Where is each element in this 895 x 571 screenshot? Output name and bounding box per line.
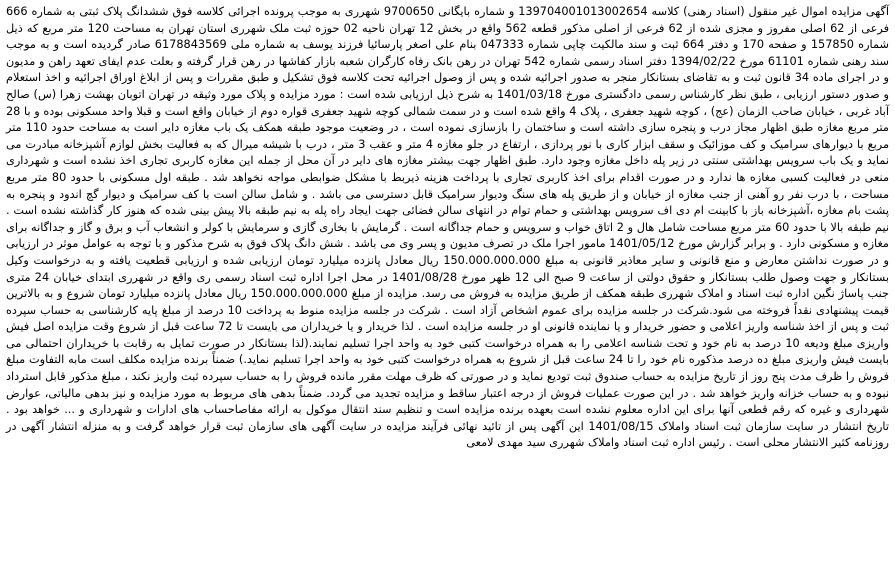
auction-notice-text: آگهی مزایده اموال غیر منقول (اسناد رهنی) کلاسه 139704001013002654 و شماره بایگانی 9700650 شهرری به موجب پرونده اجرائی کلاسه فوق ششدانگ پلاک ثبتی به شماره 666 فرعی از 62 اصلی مفروز و مجزی شده از 62 فرعی از اصلی مذکور قطعه 562 واقع در بخش 12 تهران ناحیه 02 حوزه ثبت ملک شهرری استان تهران به مساحت 120 متر مربع که ذیل شماره 157850 و صفحه 170 و دفتر 664 ثبت و سند مالکیت چاپی شماره 047333 بنام علی اصغر پارسائیا فرزند یوسف به شماره ملی 6178843569 صادر گردیده است و به موجب سند رهنی شماره 61101 مورخ 1394/02/22 دفتر اسناد رسمی شماره 542 تهران در رهن بانک رفاه کارگران شعبه بازار کفاشها در رهن قرار گرفته و بعلت عدم ایفای تعهد راهن و مدیون و در اجرای ماده 34 قانون ثبت و به تقاضای بستانکار منجر به صدور اجرائیه شده و پس از وصول اجرائیه تحت کلاسه فوق تشکیل و طبق مقررات و پس از ابلاغ اوراق اجرائیه و اخذ استعلام و صدور دستور ارزیابی ، طبق نظر کارشناس رسمی دادگستری مورخ 1401/03/18 به شرح ذیل ارزیابی شده است : مورد مزایده و پلاک مورد وثیقه در تهران اتوبان بهشت زهرا (س) صالح آباد غربی ، خیابان صاحب الزمان (عج) ، کوچه شهید جعفری ، پلاک 4 واقع شده است و در سمت شمالی کوچه شهید جعفری قواره دوم از خیابان واقع است و قبلا واحد مسکونی بوده و با 28 متر مربع مغازه طبق اظهار مجاز درب و پنجره سازی داشته است و ساختمان را بازسازی نموده است ، در وضعیت موجود طبقه همکف یک باب مغازه دایر است به مساحت حدود 110 متر مربع با دیوارهای سرامیک و کف موزائیک و سقف ابزار کاری با نور پردازی ، ارتفاع در جلو مغازه 4 متر و عقب 3 متر ، درب با شیشه میرال که به فعالیت بخش لوازم آشپزخانه مبادرت می نماید و یک باب سرویس بهداشتی سنتی در زیر پله داخل مغازه وجود دارد. طبق اظهار جهت بیشتر مغازه های دایر در آن محل از جمله این مغازه کاربری تجاری اخذ نشده است و شهرداری منعی در فعالیت کسبی مغازه ها ندارد و در صورت اقدام برای اخذ کاربری تجاری با پرداخت هزینه ذیربط با مشکل ضوابطی مواجه نخواهد شد . طبقه اول مسکونی با حدود 80 متر مربع مساحت ، با درب نفر رو آهنی از جنب مغازه از خیابان و از طریق پله های سنگ ودیوار سرامیک قابل دسترسی می باشد . و شامل سالن است با کف سرامیک و دیوار گچ اندود و پنجره به پشت بام مغازه ،آشپزخانه باز با کابینت ام دی اف سرویس بهداشتی و حمام توام در انتهای سالن فضائی جهت ایجاد راه پله به نیم طبقه بالا پیش بینی شده که هنوز کار گذاشته نشده است . نیم طبقه بالا با حدود 60 متر مربع مساحت شامل هال و 2 اتاق خواب و سرویس و حمام جداگانه است . گرمایش با بخاری گازی و سرمایش با کولر و انشعاب آب و برق و گاز و جداگانه برای مغازه و مسکونی دارد . و برابر گزارش مورخ 1401/05/12 مامور اجرا ملک در تصرف مدیون و پسر وی می باشد . شش دانگ پلاک فوق به شرح مذکور و با توجه به عوامل موثر در ارزیابی و در صورت نداشتن معارض و منع قانونی و سایر معاذیر قانونی به مبلغ 150.000.000.000 ریال معادل پانزده میلیارد تومان ارزیابی شده و ارزیابی قطعیت یافته و به درخواست وکیل بستانکار و جهت وصول طلب بستانکار و حقوق دولتی از ساعت 9 صبح الی 12 ظهر مورخ 1401/08/28 در محل اجرا اداره ثبت اسناد رسمی ری واقع در شهرری ابتدای خیابان 24 متری جنب پاساژ نگین اداره ثبت اسناد و املاک شهرری طبقه همکف از طریق مزایده به فروش می رسد. مزایده از مبلغ 150.000.000.000 ریال معادل پانزده میلیارد تومان شروع و به بالاترین قیمت پیشنهادی نقداً فروخته می شود.شرکت در جلسه مزایده برای عموم اشخاص آزاد است . شرکت در جلسه مزایده منوط به پرداخت 10 درصد از مبلغ پایه کارشناسی به حساب سپرده ثبت و پس از اخذ شناسه واریز اعلامی و حضور خریدار و یا نماینده قانونی او در جلسه مزایده است . لذا خریدار و یا خریداران می بایست تا 72 ساعت قبل از شروع وقت مزایده اصل فیش واریزی مبلغ ودیعه 10 درصد به نام خود و تحت شناسه اعلامی را به همراه درخواست کتبی خود به واحد اجرا تسلیم نمایند.(لذا بستانکار در صورت تمایل به رقابت با خریداران احتمالی می بایست فیش واریزی مبلغ ده درصد مذکوره نام خود را تا 24 ساعت قبل از شروع به همراه درخواست کتبی خود به واحد اجرا تسلیم نماید.) ضمناً برنده مزایده مکلف است مابه التفاوت مبلغ فروش را ظرف مدت پنج روز از تاریخ مزایده به حساب صندوق ثبت تودیع نماید و در صورتی که ظرف مهلت مقرر مانده فروش را به حساب سپرده ثبت واریز نکند ، مبلغ مذکور قابل استرداد نبوده و به حساب خزانه واریز خواهد شد . در این صورت عملیات فروش از درجه اعتبار ساقط و مزایده تجدید می گردد. ضمناً بدهی های مربوط به مورد مزایده و نیز بدهی مالیاتی، عوارض شهرداری و غیره که رقم قطعی آنها برای این اداره معلوم نشده است بعهده برنده مزایده است و تنظیم سند انتقال موکول به ارائه مفاصاحساب های ادارات و شهرداری و ... خواهد بود . تاریخ انتشار در سایت سازمان ثبت اسناد واملاک 1401/08/15 این آگهی پس از تائید نهائی فرآیند مزایده در سایت آگهی های سازمان ثبت قرار خواهد گرفت و به منزله انتشار آگهی در روزنامه کثیر الانتشار محلی است . رئیس اداره ثبت اسناد واملاک شهرری سید مهدی لامعی — [6, 5, 890, 450]
